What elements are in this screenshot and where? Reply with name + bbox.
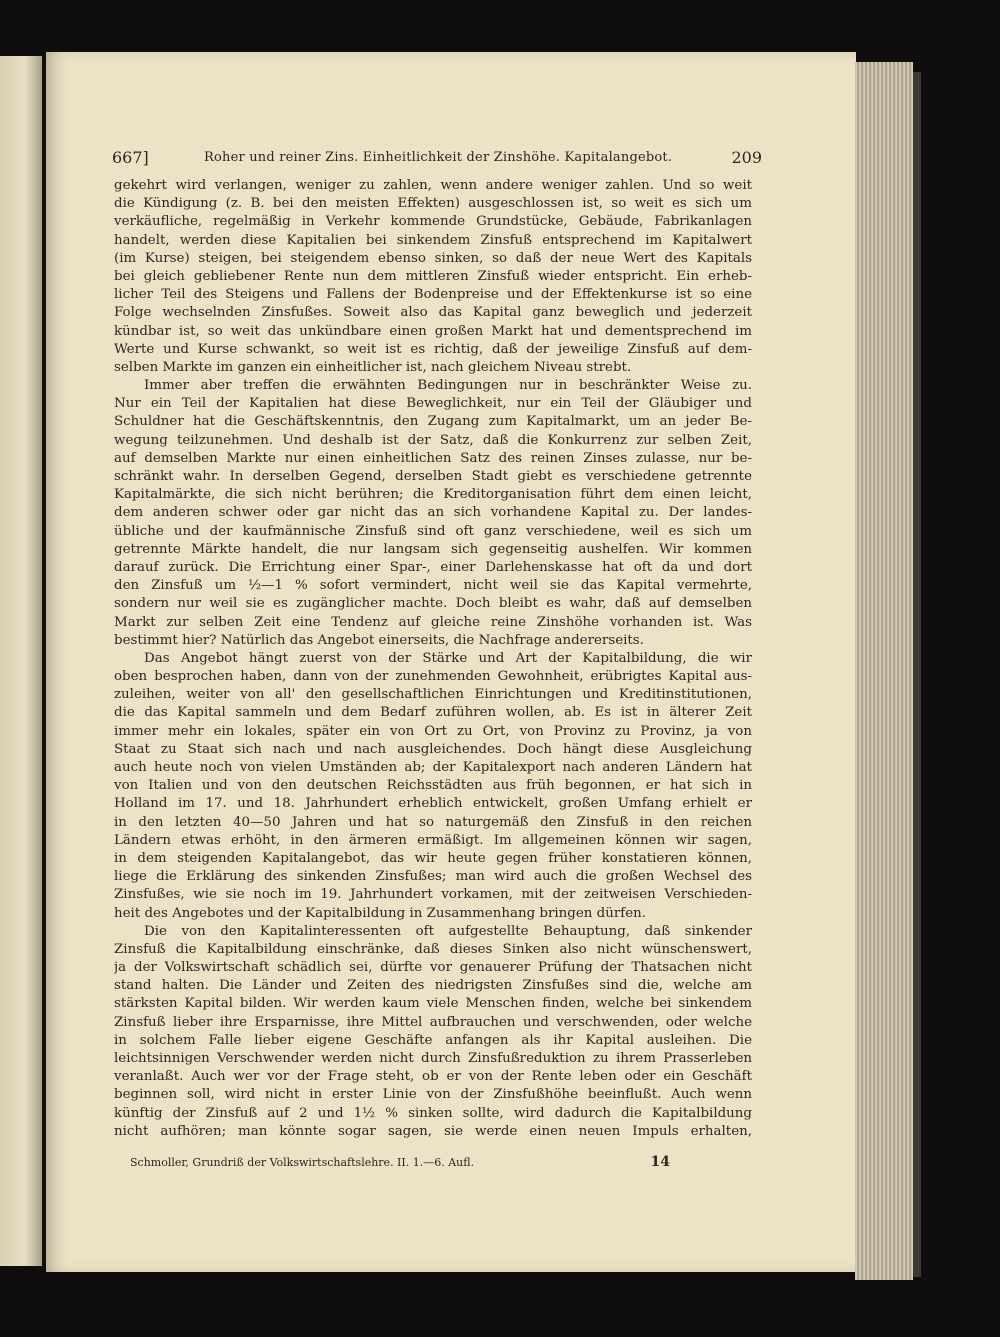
text-line: Zinsfuß lieber ihre Ersparnisse, ihre Mittel aufbrauchen und verschwenden, oder welche (114, 1014, 752, 1030)
text-line: zuleihen, weiter von all' den gesellschaftlichen Einrichtungen und Kreditinstitutionen, (114, 687, 752, 703)
section-number: 667] (112, 148, 149, 167)
text-line: Kapitalmärkte, die sich nicht berühren; die Kreditorganisation führt dem einen leicht, (114, 487, 752, 503)
text-line: getrennte Märkte handelt, die nur langsam sich gegenseitig aushelfen. Wir kommen (114, 541, 752, 557)
text-line: selben Markte im ganzen ein einheitlicher ist, nach gleichem Niveau strebt. (114, 359, 632, 375)
footer (130, 1154, 670, 1174)
page-block-edges (855, 62, 913, 1280)
signature-mark: 14 (650, 1154, 670, 1170)
text-line: stärksten Kapital bilden. Wir werden kaum viele Menschen finden, welche bei sinkendem (114, 996, 752, 1012)
text-line: Zinsfußes, wie sie noch im 19. Jahrhundert vorkamen, mit der zeitweisen Verschieden- (114, 887, 752, 903)
text-line: licher Teil des Steigens und Fallens der Bodenpreise und der Effektenkurse ist so eine (114, 287, 752, 303)
text-line: Werte und Kurse schwankt, so weit ist es richtig, daß der jeweilige Zinsfuß auf dem- (114, 341, 752, 357)
text-line: stand halten. Die Länder und Zeiten des niedrigsten Zinsfußes sind die, welche am (114, 978, 752, 994)
text-line: sondern nur weil sie es zugänglicher machte. Doch bleibt es wahr, daß auf demselben (114, 596, 752, 612)
text-line: leichtsinnigen Verschwender werden nicht durch Zinsfußreduktion zu ihrem Prasserleben (114, 1051, 752, 1066)
text-line: die das Kapital sammeln und dem Bedarf zuführen wollen, ab. Es ist in älterer Zeit (114, 705, 752, 721)
text-line: kündbar ist, so weit das unkündbare einen großen Markt hat und dementsprechend im (114, 323, 752, 339)
body-text (114, 177, 752, 1141)
text-line: dem anderen schwer oder gar nicht das an sich vorhandene Kapital zu. Der landes- (114, 505, 752, 521)
text-line: in dem steigenden Kapitalangebot, das wir heute gegen früher konstatieren können, (114, 850, 752, 866)
text-line: schränkt wahr. In derselben Gegend, derselben Stadt giebt es verschiedene getrennte (114, 469, 752, 484)
text-line: liege die Erklärung des sinkenden Zinsfußes; man wird auch die großen Wechsel des (114, 869, 752, 885)
text-line: immer mehr ein lokales, später ein von Ort zu Ort, von Provinz zu Provinz, ja von (114, 723, 752, 739)
text-line: den Zinsfuß um ½—1 % sofort vermindert, nicht weil sie das Kapital vermehrte, (114, 578, 752, 594)
text-line: Folge wechselnden Zinsfußes. Soweit also das Kapital ganz beweglich und jederzeit (114, 305, 752, 321)
text-line: Zinsfuß die Kapitalbildung einschränke, daß dieses Sinken also nicht wünschenswert, (114, 941, 752, 957)
text-line: (im Kurse) steigen, bei steigendem ebenso sinken, so daß der neue Wert des Kapitals (114, 250, 752, 266)
text-line: nicht aufhören; man könnte sogar sagen, sie werde einen neuen Impuls erhalten, (114, 1123, 752, 1139)
text-line: Die von den Kapitalinteressenten oft aufgestellte Behauptung, daß sinkender (144, 923, 752, 939)
text-line: Immer aber treffen die erwähnten Bedingungen nur in beschränkter Weise zu. (144, 378, 752, 394)
page-number: 209 (731, 148, 762, 167)
text-line: in solchem Falle lieber eigene Geschäfte anfangen als ihr Kapital ausleihen. Die (114, 1032, 752, 1048)
text-line: Nur ein Teil der Kapitalien hat diese Beweglichkeit, nur ein Teil der Gläubiger und (114, 396, 752, 412)
text-line: Schuldner hat die Geschäftskenntnis, den Zugang zum Kapitalmarkt, um an jeder Be- (114, 414, 752, 430)
text-line: übliche und der kaufmännische Zinsfuß sind oft ganz verschiedene, weil es sich um (114, 523, 752, 539)
text-line: bestimmt hier? Natürlich das Angebot einerseits, die Nachfrage andererseits. (114, 632, 644, 648)
book-cover-edge (913, 72, 921, 1277)
text-line: auf demselben Markte nur einen einheitlichen Satz des reinen Zinses zulasse, nur be- (114, 450, 752, 466)
text-line: ja der Volkswirtschaft schädlich sei, dürfte vor genauerer Prüfung der Thatsachen nicht (114, 960, 752, 976)
text-line: Holland im 17. und 18. Jahrhundert erheblich entwickelt, großen Umfang erhielt er (114, 796, 752, 812)
text-line: auch heute noch von vielen Umständen ab; der Kapitalexport nach anderen Ländern hat (114, 760, 752, 775)
footer-citation: Schmoller, Grundriß der Volkswirtschaftslehre. II. 1.—6. Aufl. (130, 1156, 475, 1169)
text-line: beginnen soll, wird nicht in erster Linie von der Zinsfußhöhe beeinflußt. Auch wenn (114, 1087, 752, 1103)
running-head (112, 148, 762, 172)
text-line: Ländern etwas erhöht, in den ärmeren ermäßigt. Im allgemeinen können wir sagen, (114, 832, 752, 848)
text-line: bei gleich gebliebener Rente nun dem mittleren Zinsfuß wieder entspricht. Ein erheb- (114, 268, 752, 284)
left-page-edge (0, 56, 42, 1266)
running-title: Roher und reiner Zins. Einheitlichkeit der Zinshöhe. Kapitalangebot. (204, 150, 673, 165)
text-line: wegung teilzunehmen. Und deshalb ist der Satz, daß die Konkurrenz zur selben Zeit, (114, 432, 752, 448)
text-line: in den letzten 40—50 Jahren und hat so naturgemäß den Zinsfuß in den reichen (114, 814, 752, 830)
text-line: gekehrt wird verlangen, weniger zu zahlen, wenn andere weniger zahlen. Und so weit (114, 178, 752, 193)
text-line: künftig der Zinsfuß auf 2 und 1½ % sinken sollte, wird dadurch die Kapitalbildung (114, 1105, 752, 1121)
text-line: Staat zu Staat sich nach und nach ausgleichendes. Doch hängt diese Ausgleichung (114, 741, 752, 757)
text-line: von Italien und von den deutschen Reichsstädten aus früh begonnen, er hat sich in (114, 778, 752, 794)
text-line: oben besprochen haben, dann von der zunehmenden Gewohnheit, erübrigtes Kapital aus- (114, 669, 752, 685)
text-line: darauf zurück. Die Errichtung einer Spar-, einer Darlehenskasse hat oft da und dort (114, 559, 752, 575)
text-line: verkäufliche, regelmäßig in Verkehr kommende Grundstücke, Gebäude, Fabrikanlagen (114, 214, 752, 230)
text-line: Markt zur selben Zeit eine Tendenz auf gleiche reine Zinshöhe vorhanden ist. Was (114, 614, 752, 630)
text-line: veranlaßt. Auch wer vor der Frage steht, ob er von der Rente leben oder ein Geschäft (114, 1069, 752, 1085)
text-line: handelt, werden diese Kapitalien bei sinkendem Zinsfuß entsprechend im Kapitalwert (114, 232, 752, 248)
text-line: heit des Angebotes und der Kapitalbildung in Zusammenhang bringen dürfen. (114, 905, 647, 921)
text-line: die Kündigung (z. B. bei den meisten Effekten) ausgeschlossen ist, so weit es sich um (114, 196, 752, 212)
text-line: Das Angebot hängt zuerst von der Stärke und Art der Kapitalbildung, die wir (144, 650, 752, 666)
